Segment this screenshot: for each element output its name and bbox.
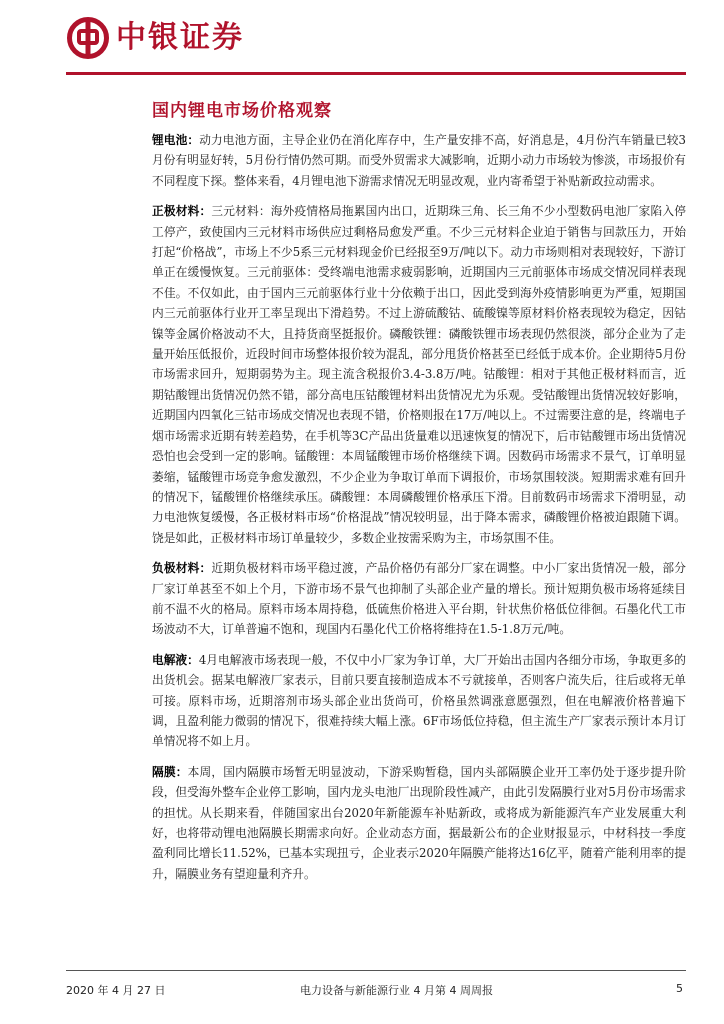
paragraph-text: 4月电解液市场表现一般，不仅中小厂家为争订单，大厂开始出击国内各细分市场，争取更多的出货机会。据某电解液厂家表示，目前只要直接制造成本不亏就接单，否则客户流失后，往后或将无单可接。原料市场，近期溶剂市场头部企业出货尚可，价格虽然调涨意愿强烈，但在电解液价格普遍下调，且盈利能力微弱的情况下，很难持续大幅上涨。6F市场低位持稳，但主流生产厂家表示预计本月订单情况将不如上月。 (152, 652, 686, 749)
paragraph-anode (152, 558, 686, 640)
bank-of-china-logo-icon (66, 16, 110, 60)
paragraph-battery (152, 130, 686, 191)
paragraph-lead: 电解液： (152, 652, 199, 667)
brand-name: 中银证券 (116, 20, 244, 55)
report-body (152, 130, 686, 894)
paragraph-text: 三元材料：海外疫情格局拖累国内出口，近期珠三角、长三角不少小型数码电池厂家陷入停工停产，致使国内三元材料市场供应过剩格局愈发严重。不少三元材料企业迫于销售与回款压力，开始打起“价格战”，市场上不少5系三元材料现金价已经报至9万/吨以下。动力市场则相对表现较好，下游订单正在缓慢恢复。三元前驱体：受终端电池需求疲弱影响，近期国内三元前驱体市场成交情况同样表现不佳。不仅如此，由于国内三元前驱体行业十分依赖于出口，因此受到海外疫情影响更为严重，短期国内三元前驱体行业开工率呈现出下滑趋势。不过上游硫酸钴、硫酸镍等原材料价格表现较为稳定，因钴镍等金属价格波动不大，且持货商坚挺报价。磷酸铁锂：磷酸铁锂市场表现仍然很淡，部分企业为了走量开始压低报价，近段时间市场整体报价较为混乱，部分甩货价格甚至已经低于成本价。企业期待5月份市场需求回升，短期弱势为主。现主流含税报价3.4-3.8万/吨。钴酸锂：相对于其他正极材料而言，近期钴酸锂出货情况仍然不错，部分高电压钴酸锂材料出货情况尤为乐观。受钴酸锂出货情况较好影响，近期国内四氧化三钴市场成交情况也表现不错，价格则报在17万/吨以上。不过需要注意的是，终端电子烟市场需求近期有转差趋势，在手机等3C产品出货量难以迅速恢复的情况下，后市钴酸锂市场出货情况恐怕也会受到一定的影响。锰酸锂：本周锰酸锂市场价格继续下调。因数码市场需求不景气，订单明显萎缩，锰酸锂市场竞争愈发激烈，不少企业为争取订单而下调报价，市场氛围较淡。短期需求难有回升的情况下，锰酸锂价格继续承压。磷酸锂：本周磷酸锂价格承压下滑。目前数码市场需求下滑明显，动力电池恢复缓慢，各正极材料市场“价格混战”情况较明显，出于降本需求，磷酸锂价格被迫跟随下调。饶是如此，正极材料市场订单量较少，多数企业按需采购为主，市场氛围不佳。 (152, 204, 686, 545)
footer-rule (66, 970, 686, 971)
paragraph-separator (152, 762, 686, 884)
header (66, 12, 686, 72)
paragraph-text: 动力电池方面，主导企业仍在消化库存中，生产量安排不高，好消息是，4月份汽车销量已较3月份有明显好转，5月份行情仍然可期。而受外贸需求大减影响，近期小动力市场较为惨淡，市场报价有不同程度下探。整体来看，4月锂电池下游需求情况无明显改观，业内寄希望于补贴新政拉动需求。 (152, 133, 686, 188)
paragraph-electrolyte (152, 650, 686, 752)
paragraph-lead: 锂电池： (152, 133, 200, 147)
paragraph-text: 本周，国内隔膜市场暂无明显波动，下游采购暂稳，国内头部隔膜企业开工率仍处于逐步提升阶段，但受海外整车企业停工影响，国内龙头电池厂出现阶段性减产，由此引发隔膜行业对5月份市场需求的担忧。从长期来看，伴随国家出台2020年新能源车补贴新政，或将成为新能源汽车产业发展重大利好，也将带动锂电池隔膜长期需求向好。企业动态方面，据最新公布的企业财报显示，中材科技一季度盈利同比增长11.52%，已基本实现扭亏，企业表示2020年隔膜产能将达16亿平，随着产能利用率的提升，隔膜业务有望迎量利齐升。 (152, 764, 686, 881)
paragraph-lead: 负极材料： (152, 561, 212, 576)
paragraph-lead: 隔膜： (152, 764, 188, 779)
footer-date: 2020 年 4 月 27 日 (66, 984, 166, 997)
paragraph-lead: 正极材料： (152, 204, 212, 219)
paragraph-text: 近期负极材料市场平稳过渡，产品价格仍有部分厂家在调整。中小厂家出货情况一般，部分厂家订单甚至不如上个月，下游市场不景气也抑制了头部企业产量的增长。预计短期负极市场将延续目前不温不火的格局。原料市场本周持稳，低硫焦价格进入平台期，针状焦价格低位徘徊。石墨化代工市场波动不大，订单普遍不饱和，现国内石墨化代工价格将维持在1.5-1.8万元/吨。 (152, 561, 686, 637)
section-title: 国内锂电市场价格观察 (152, 101, 332, 121)
paragraph-cathode (152, 201, 686, 548)
header-rule (66, 72, 686, 75)
footer-report-title: 电力设备与新能源行业 4 月第 4 周周报 (300, 984, 493, 997)
page-number: 5 (676, 982, 683, 995)
